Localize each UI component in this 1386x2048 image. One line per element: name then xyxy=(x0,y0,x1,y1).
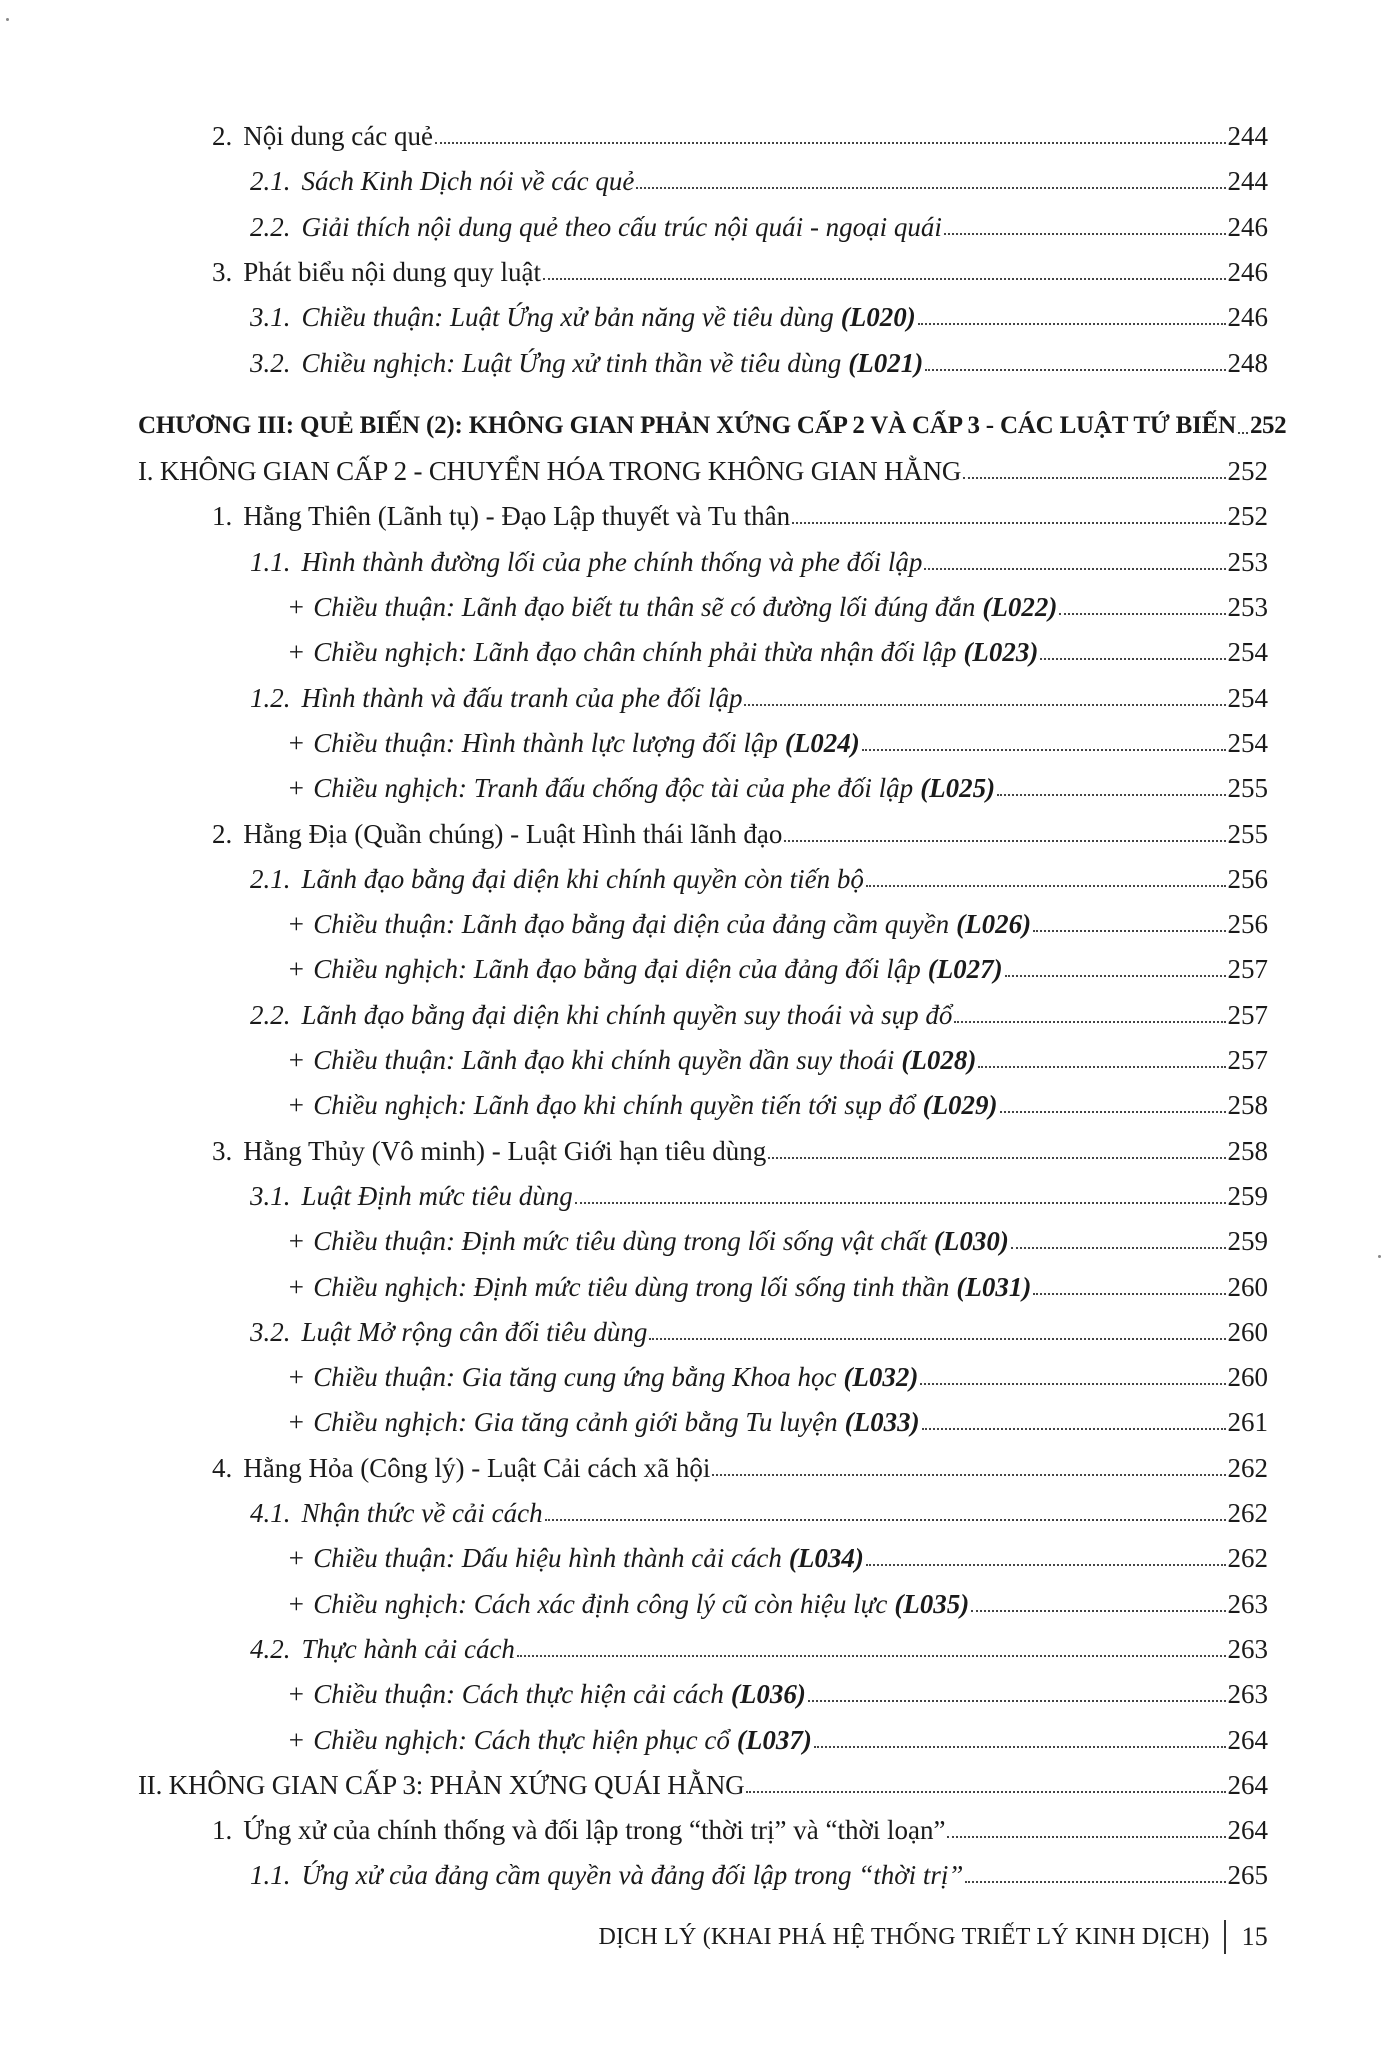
toc-entry-title: Chiều thuận: Định mức tiêu dùng trong lối sống vật chất xyxy=(313,1226,927,1257)
toc-entry-law-code: (L022) xyxy=(982,592,1058,622)
toc-entry-page: 254 xyxy=(1227,682,1268,713)
toc-entry xyxy=(287,583,1268,623)
toc-entry xyxy=(287,628,1268,668)
toc-entry xyxy=(138,447,1268,487)
toc-entry-title: Chiều nghịch: Cách xác định công lý cũ còn hiệu lực xyxy=(313,1588,888,1619)
dot-leader xyxy=(1033,1293,1225,1295)
dot-leader xyxy=(924,568,1225,570)
toc-entry-law-code: (L036) xyxy=(730,1679,806,1710)
toc-entry xyxy=(287,1263,1268,1303)
toc-entry-title: I. KHÔNG GIAN CẤP 2 - CHUYỂN HÓA TRONG KHÔNG GIAN HẰNG xyxy=(138,456,962,487)
toc-entry-title: Ứng xử của chính thống và đối lập trong “thời trị” và “thời loạn” xyxy=(243,1815,946,1846)
toc-entry-title: Thực hành cải cách xyxy=(301,1633,515,1664)
toc-entry xyxy=(250,203,1268,243)
toc-entry-title: Hình thành và đấu tranh của phe đối lập xyxy=(301,682,743,713)
toc-entry-page: 263 xyxy=(1227,1588,1268,1619)
dot-leader xyxy=(920,1383,1225,1385)
toc-entry-title: Sách Kinh Dịch nói về các quẻ xyxy=(301,166,635,197)
toc-entry-title: II. KHÔNG GIAN CẤP 3: PHẢN XỨNG QUÁI HẰNG xyxy=(138,1769,745,1800)
page-number: 15 xyxy=(1241,1922,1268,1951)
toc-entry-title: Chiều nghịch: Lãnh đạo chân chính phải thừa nhận đối lập xyxy=(313,637,957,668)
toc-entry-number: + xyxy=(287,727,306,758)
footer-divider xyxy=(1224,1920,1226,1954)
toc-entry-page: 260 xyxy=(1227,1271,1268,1302)
toc-entry-number: 4.2. xyxy=(250,1633,291,1664)
toc-entry-number: 4.1. xyxy=(250,1498,291,1528)
toc-entry-title: Chiều nghịch: Gia tăng cảnh giới bằng Tu luyện xyxy=(313,1407,838,1438)
toc-entry-number: + xyxy=(287,1679,306,1710)
toc-entry xyxy=(250,1172,1268,1212)
toc-entry-title: Chiều nghịch: Luật Ứng xử tinh thần về tiêu dùng xyxy=(301,347,842,378)
toc-entry-number: 1.1. xyxy=(250,546,291,577)
toc-entry-page: 263 xyxy=(1227,1633,1268,1664)
dot-leader xyxy=(792,522,1225,524)
scan-speck xyxy=(6,18,9,21)
toc-entry-number: + xyxy=(287,637,306,668)
toc-entry-page: 252 xyxy=(1227,456,1268,487)
page-footer xyxy=(598,1920,1268,1954)
toc-entry-title: Luật Mở rộng cân đối tiêu dùng xyxy=(301,1316,648,1347)
toc-entry-page: 257 xyxy=(1227,1045,1268,1075)
toc-entry-number: + xyxy=(287,1271,306,1302)
toc-entry-page: 244 xyxy=(1227,121,1268,151)
toc-entry-title: Chiều thuận: Cách thực hiện cải cách xyxy=(313,1679,724,1710)
running-title: DỊCH LÝ (KHAI PHÁ HỆ THỐNG TRIẾT LÝ KINH DỊCH) xyxy=(598,1923,1210,1950)
toc-entry-title: Hằng Hỏa (Công lý) - Luật Cải cách xã hội xyxy=(243,1452,711,1483)
toc-entry-title: CHƯƠNG III: QUẺ BIẾN (2): KHÔNG GIAN PHẢN XỨNG CẤP 2 VÀ CẤP 3 - CÁC LUẬT TỨ BIẾN xyxy=(138,411,1236,439)
toc-entry xyxy=(250,674,1268,714)
toc-entry-page: 252 xyxy=(1249,411,1287,439)
dot-leader xyxy=(971,1610,1225,1612)
scan-speck xyxy=(1378,1255,1381,1258)
toc-entry-page: 265 xyxy=(1227,1860,1268,1891)
toc-entry-title: Luật Định mức tiêu dùng xyxy=(301,1180,573,1211)
dot-leader xyxy=(1238,432,1248,434)
toc-entry-number: 3.1. xyxy=(250,1180,291,1211)
dot-leader xyxy=(1040,658,1225,660)
toc-entry xyxy=(287,900,1268,940)
toc-entry xyxy=(287,1670,1268,1710)
toc-entry-title: Chiều nghịch: Tranh đấu chống độc tài của phe đối lập xyxy=(313,773,914,804)
toc-entry-number: 1.1. xyxy=(250,1860,291,1891)
dot-leader xyxy=(712,1474,1225,1476)
toc-entry-number: 2. xyxy=(212,121,233,151)
toc-entry-page: 246 xyxy=(1227,211,1268,242)
toc-entry-number: + xyxy=(287,773,306,804)
toc-entry xyxy=(250,991,1268,1031)
toc-entry-title: Chiều thuận: Dấu hiệu hình thành cải cách xyxy=(313,1543,782,1574)
toc-entry-title: Giải thích nội dung quẻ theo cấu trúc nội quái - ngoại quái xyxy=(301,211,942,242)
toc-entry xyxy=(212,1806,1268,1846)
toc-entry-title: Hằng Thủy (Vô minh) - Luật Giới hạn tiêu dùng xyxy=(243,1135,767,1166)
dot-leader xyxy=(649,1338,1225,1340)
toc-entry xyxy=(212,248,1268,288)
dot-leader xyxy=(435,142,1226,144)
dot-leader xyxy=(746,1791,1225,1793)
toc-entry-page: 262 xyxy=(1227,1543,1268,1574)
toc-entry-page: 246 xyxy=(1227,302,1268,333)
toc-entry xyxy=(212,112,1268,152)
toc-entry-law-code: (L025) xyxy=(920,773,996,804)
toc-entry xyxy=(250,1489,1268,1529)
toc-entry-number: 2.1. xyxy=(250,166,291,197)
dot-leader xyxy=(997,794,1225,796)
dot-leader xyxy=(768,1157,1225,1159)
toc-entry xyxy=(250,157,1268,197)
toc-entry-law-code: (L028) xyxy=(901,1045,977,1075)
dot-leader xyxy=(978,1066,1225,1068)
toc-entry-page: 256 xyxy=(1227,863,1268,894)
toc-entry-title: Hằng Địa (Quần chúng) - Luật Hình thái lãnh đạo xyxy=(243,818,783,849)
toc-entry-page: 256 xyxy=(1227,909,1268,940)
toc-entry-page: 246 xyxy=(1227,256,1268,287)
toc-entry-number: + xyxy=(287,592,306,622)
toc-entry-page: 262 xyxy=(1227,1452,1268,1483)
toc-entry-number: 2.1. xyxy=(250,863,291,894)
toc-entry-number: + xyxy=(287,1362,306,1393)
toc-entry-number: 2.2. xyxy=(250,211,291,242)
toc-entry xyxy=(287,1580,1268,1620)
toc-entry-title: Nhận thức về cải cách xyxy=(301,1498,543,1528)
toc-entry xyxy=(287,1534,1268,1574)
toc-entry xyxy=(287,1353,1268,1393)
toc-entry xyxy=(212,1127,1268,1167)
toc-entry xyxy=(287,1398,1268,1438)
toc-entry-number: + xyxy=(287,954,306,985)
dot-leader xyxy=(1059,613,1225,615)
toc-entry-page: 254 xyxy=(1227,727,1268,758)
toc-entry xyxy=(250,1625,1268,1665)
toc-entry xyxy=(250,339,1268,379)
toc-entry-law-code: (L035) xyxy=(894,1588,970,1619)
toc-entry-page: 258 xyxy=(1227,1090,1268,1121)
toc-entry-law-code: (L031) xyxy=(956,1271,1032,1302)
toc-entry-page: 259 xyxy=(1227,1226,1268,1257)
toc-entry-law-code: (L026) xyxy=(956,909,1032,940)
dot-leader xyxy=(575,1202,1226,1204)
dot-leader xyxy=(944,233,1226,235)
toc-entry-number: 1. xyxy=(212,501,233,532)
toc-entry-number: + xyxy=(287,909,306,940)
dot-leader xyxy=(866,885,1226,887)
dot-leader xyxy=(808,1700,1226,1702)
toc-entry-law-code: (L034) xyxy=(788,1543,864,1574)
toc-entry-law-code: (L020) xyxy=(840,302,916,333)
toc-entry xyxy=(250,293,1268,333)
toc-entry-page: 255 xyxy=(1227,773,1268,804)
toc-entry-number: 3.2. xyxy=(250,347,291,378)
toc-entry-title: Chiều thuận: Lãnh đạo biết tu thân sẽ có đường lối đúng đắn xyxy=(313,592,976,622)
dot-leader xyxy=(545,1519,1226,1521)
toc-entry-title: Chiều nghịch: Lãnh đạo khi chính quyền tiến tới sụp đổ xyxy=(313,1090,916,1121)
toc-entry-law-code: (L029) xyxy=(922,1090,998,1121)
toc-entry-law-code: (L023) xyxy=(963,637,1039,668)
toc-entry xyxy=(212,1444,1268,1484)
dot-leader xyxy=(1011,1247,1226,1249)
toc-entry-page: 255 xyxy=(1227,818,1268,849)
toc-entry xyxy=(287,1716,1268,1756)
toc-entry-page: 260 xyxy=(1227,1316,1268,1347)
toc-entry xyxy=(287,1217,1268,1257)
toc-entry-title: Chiều nghịch: Cách thực hiện phục cổ xyxy=(313,1724,730,1755)
toc-entry-page: 264 xyxy=(1227,1769,1268,1800)
toc-entry xyxy=(138,1761,1268,1801)
toc-entry-page: 260 xyxy=(1227,1362,1268,1393)
dot-leader xyxy=(922,1428,1226,1430)
dot-leader xyxy=(1033,930,1225,932)
toc-entry-law-code: (L032) xyxy=(843,1362,919,1393)
toc-entry-title: Chiều thuận: Hình thành lực lượng đối lập xyxy=(313,727,778,758)
toc-entry-page: 244 xyxy=(1227,166,1268,197)
toc-entry-page: 263 xyxy=(1227,1679,1268,1710)
toc-entry-number: 3.1. xyxy=(250,302,291,333)
toc-entry-number: 3.2. xyxy=(250,1316,291,1347)
toc-entry-page: 264 xyxy=(1227,1815,1268,1846)
dot-leader xyxy=(925,369,1225,371)
toc-entry xyxy=(212,492,1268,532)
toc-entry-page: 252 xyxy=(1227,501,1268,532)
dot-leader xyxy=(636,187,1225,189)
toc-entry xyxy=(138,402,1287,442)
toc-entry-number: 4. xyxy=(212,1452,233,1483)
toc-entry-title: Chiều thuận: Lãnh đạo khi chính quyền dần suy thoái xyxy=(313,1045,895,1075)
toc-entry-law-code: (L024) xyxy=(784,727,860,758)
toc-entry-title: Nội dung các quẻ xyxy=(243,121,433,151)
toc-entry xyxy=(287,1081,1268,1121)
dot-leader xyxy=(543,278,1226,280)
dot-leader xyxy=(517,1655,1226,1657)
toc-entry-number: + xyxy=(287,1543,306,1574)
dot-leader xyxy=(862,749,1226,751)
toc-entry-page: 253 xyxy=(1227,546,1268,577)
toc-entry-title: Chiều thuận: Lãnh đạo bằng đại diện của đảng cầm quyền xyxy=(313,909,950,940)
dot-leader xyxy=(1000,1111,1226,1113)
dot-leader xyxy=(965,1881,1225,1883)
toc-entry-page: 257 xyxy=(1227,954,1268,985)
toc-entry-title: Chiều nghịch: Định mức tiêu dùng trong lối sống tinh thần xyxy=(313,1271,950,1302)
toc-entry-page: 262 xyxy=(1227,1498,1268,1528)
toc-entry-page: 259 xyxy=(1227,1180,1268,1211)
dot-leader xyxy=(814,1746,1226,1748)
dot-leader xyxy=(963,477,1225,479)
toc-entry-number: 1. xyxy=(212,1815,233,1846)
dot-leader xyxy=(784,840,1225,842)
dot-leader xyxy=(866,1564,1226,1566)
dot-leader xyxy=(744,704,1225,706)
toc-entry-number: + xyxy=(287,1226,306,1257)
toc-entry-page: 261 xyxy=(1227,1407,1268,1438)
toc-entry-number: 1.2. xyxy=(250,682,291,713)
toc-entry xyxy=(250,538,1268,578)
toc-entry-number: + xyxy=(287,1724,306,1755)
toc-entry-title: Lãnh đạo bằng đại diện khi chính quyền còn tiến bộ xyxy=(301,863,864,894)
toc-entry-title: Hằng Thiên (Lãnh tụ) - Đạo Lập thuyết và Tu thân xyxy=(243,501,791,532)
toc-entry-law-code: (L033) xyxy=(844,1407,920,1438)
toc-entry-title: Phát biểu nội dung quy luật xyxy=(243,256,541,287)
toc-entry-number: + xyxy=(287,1407,306,1438)
toc-entry xyxy=(250,1308,1268,1348)
toc-entry-law-code: (L030) xyxy=(933,1226,1009,1257)
toc-entry-title: Ứng xử của đảng cầm quyền và đảng đối lập trong “thời trị” xyxy=(301,1860,964,1891)
dot-leader xyxy=(947,1836,1225,1838)
toc-entry-title: Hình thành đường lối của phe chính thống và phe đối lập xyxy=(301,546,923,577)
toc-entry xyxy=(287,945,1268,985)
toc-entry-title: Lãnh đạo bằng đại diện khi chính quyền suy thoái và sụp đổ xyxy=(301,999,953,1030)
dot-leader xyxy=(918,323,1226,325)
toc-entry-law-code: (L021) xyxy=(848,347,924,378)
toc-entry xyxy=(212,810,1268,850)
toc-entry-title: Chiều nghịch: Lãnh đạo bằng đại diện của đảng đối lập xyxy=(313,954,921,985)
toc-entry-page: 253 xyxy=(1227,592,1268,622)
toc-entry xyxy=(287,1036,1268,1076)
toc-entry-page: 258 xyxy=(1227,1135,1268,1166)
toc-entry-page: 248 xyxy=(1227,347,1268,378)
toc-entry-title: Chiều thuận: Gia tăng cung ứng bằng Khoa học xyxy=(313,1362,837,1393)
toc-entry-number: + xyxy=(287,1588,306,1619)
toc-entry-number: + xyxy=(287,1090,306,1121)
toc-entry-page: 257 xyxy=(1227,999,1268,1030)
toc-entry-page: 264 xyxy=(1227,1724,1268,1755)
toc-entry-law-code: (L037) xyxy=(736,1724,812,1755)
toc-entry-number: 2. xyxy=(212,818,233,849)
toc-entry xyxy=(287,719,1268,759)
dot-leader xyxy=(1005,975,1226,977)
toc-entry-title: Chiều thuận: Luật Ứng xử bản năng về tiêu dùng xyxy=(301,302,834,333)
toc-entry-page: 254 xyxy=(1227,637,1268,668)
toc-entry xyxy=(250,855,1268,895)
toc-entry-number: + xyxy=(287,1045,306,1075)
dot-leader xyxy=(954,1021,1225,1023)
toc-entry xyxy=(287,764,1268,804)
toc-entry xyxy=(250,1851,1268,1891)
toc-entry-law-code: (L027) xyxy=(927,954,1003,985)
toc-entry-number: 3. xyxy=(212,256,233,287)
toc-entry-number: 2.2. xyxy=(250,999,291,1030)
toc-entry-number: 3. xyxy=(212,1135,233,1166)
